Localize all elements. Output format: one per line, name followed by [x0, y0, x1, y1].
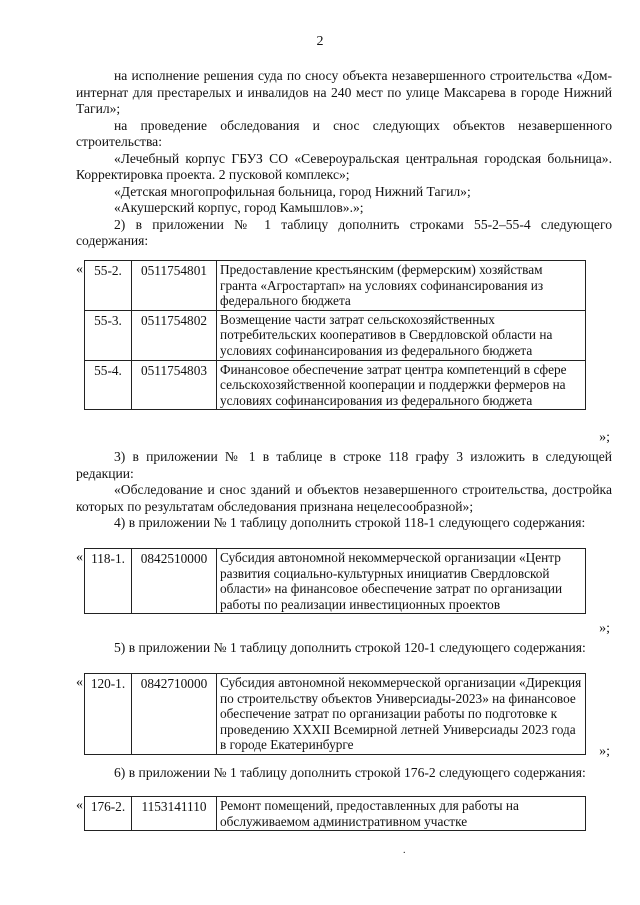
footer-mark: .	[403, 845, 406, 856]
table-row	[85, 797, 586, 831]
insert-table-3	[84, 673, 586, 755]
text-block-1	[76, 68, 612, 250]
quote-open: «	[76, 550, 83, 565]
row-code: 0511754802	[132, 310, 217, 360]
row-code: 0511754801	[132, 261, 217, 311]
paragraph: 5) в приложении № 1 таблицу дополнить строкой 120-1 следующего содержания:	[114, 640, 586, 655]
row-number: 120-1.	[85, 674, 132, 755]
paragraph: на исполнение решения суда по сносу объекта незавершенного строительства «Дом-интернат для престарелых и инвалидов на 240 мест по улице Максарева в городе Нижний Тагил»;	[76, 68, 612, 116]
row-number: 55-2.	[85, 261, 132, 311]
table-row	[85, 674, 586, 755]
row-number: 176-2.	[85, 797, 132, 831]
page-number: 2	[316, 34, 324, 49]
row-text: Субсидия автономной некоммерческой организации «Дирекция по строительству объектов Универсиады-2023» на финансовое обеспечение затрат по организации работы по подготовке к проведению XXXII Всемирной летней Универсиады 2023 года в городе Екатеринбурге	[217, 674, 586, 755]
quote-open: «	[76, 262, 83, 277]
row-text: Субсидия автономной некоммерческой организации «Центр развития социально-культурных инициатив Свердловской области» на финансовое обеспечение затрат по организации работы по реализации инвестиционных проектов	[217, 549, 586, 614]
row-text: Ремонт помещений, предоставленных для работы на обслуживаемом административном участке	[217, 797, 586, 831]
text-block-3	[76, 640, 612, 657]
table-row	[85, 261, 586, 311]
quote-open: «	[76, 798, 83, 813]
table-row	[85, 360, 586, 410]
quote-close: »;	[599, 430, 610, 445]
paragraph: 3) в приложении № 1 в таблице в строке 118 графу 3 изложить в следующей редакции:	[76, 449, 612, 481]
quote-open: «	[76, 675, 83, 690]
row-code: 0842710000	[132, 674, 217, 755]
quote-close: »;	[599, 744, 610, 759]
row-code: 0511754803	[132, 360, 217, 410]
row-number: 118-1.	[85, 549, 132, 614]
paragraph: «Обследование и снос зданий и объектов незавершенного строительства, достройка которых по результатам обследования признана нецелесообразной»;	[76, 482, 612, 514]
text-block-4	[76, 765, 612, 782]
insert-table-1	[84, 260, 586, 410]
row-code: 0842510000	[132, 549, 217, 614]
table-row	[85, 310, 586, 360]
insert-table-2	[84, 548, 586, 614]
text-block-2	[76, 449, 612, 532]
paragraph: «Детская многопрофильная больница, город Нижний Тагил»;	[114, 183, 471, 199]
table-row	[85, 549, 586, 614]
quote-close: »;	[599, 621, 610, 636]
paragraph: 2) в приложении № 1 таблицу дополнить строками 55-2–55-4 следующего содержания:	[76, 216, 612, 248]
paragraph: на проведение обследования и снос следующих объектов незавершенного строительства:	[76, 117, 612, 149]
row-text: Финансовое обеспечение затрат центра компетенций в сфере сельскохозяйственной кооперации и поддержки фермеров на условиях софинансирования из федерального бюджета	[217, 360, 586, 410]
paragraph: 4) в приложении № 1 таблицу дополнить строкой 118-1 следующего содержания:	[114, 515, 586, 530]
row-number: 55-3.	[85, 310, 132, 360]
row-text: Предоставление крестьянским (фермерским) хозяйствам гранта «Агростартап» на условиях софинансирования из федерального бюджета	[217, 261, 586, 311]
row-number: 55-4.	[85, 360, 132, 410]
row-text: Возмещение части затрат сельскохозяйственных потребительских кооперативов в Свердловской области на условиях софинансирования из федерального бюджета	[217, 310, 586, 360]
row-code: 1153141110	[132, 797, 217, 831]
paragraph: «Акушерский корпус, город Камышлов».»;	[114, 200, 364, 215]
paragraph: 6) в приложении № 1 таблицу дополнить строкой 176-2 следующего содержания:	[114, 765, 586, 780]
paragraph: «Лечебный корпус ГБУЗ СО «Североуральская центральная городская больница». Корректировка проекта. 2 пусковой комплекс»;	[76, 150, 612, 182]
insert-table-4	[84, 796, 586, 831]
